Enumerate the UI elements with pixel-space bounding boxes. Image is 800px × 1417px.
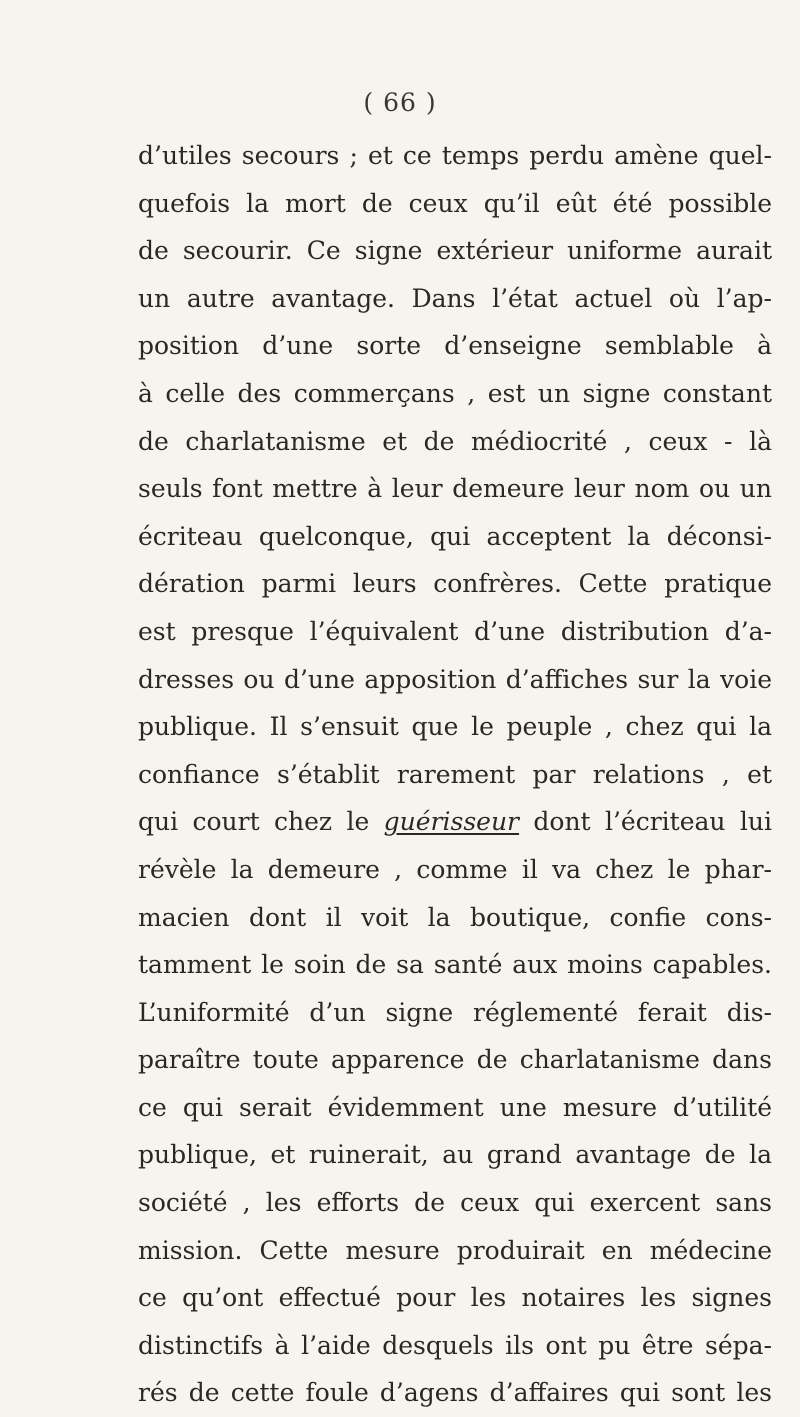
text-line-3: de secourir. Ce signe extérieur uniforme aurait bbox=[138, 236, 772, 266]
text-line-6: à celle des commerçans , est un signe constant bbox=[138, 378, 772, 408]
body-text bbox=[138, 132, 772, 1417]
text-line-9: écriteau quelconque, qui acceptent la déconsi- bbox=[138, 521, 772, 551]
text-line-11: est presque l’équivalent d’une distribution d’a- bbox=[138, 616, 772, 646]
text-line-20: paraître toute apparence de charlatanisme dans bbox=[138, 1045, 772, 1075]
text-line-13: publique. Il s’ensuit que le peuple , chez qui la bbox=[138, 712, 772, 742]
text-line-16: révèle la demeure , comme il va chez le phar- bbox=[138, 854, 772, 884]
text-line-14: confiance s’établit rarement par relations , et bbox=[138, 759, 772, 789]
text-line-12: dresses ou d’une apposition d’affiches sur la voie bbox=[138, 664, 772, 694]
text-line-8: seuls font mettre à leur demeure leur nom ou un bbox=[138, 474, 772, 504]
text-line-22: publique, et ruinerait, au grand avantage de la bbox=[138, 1140, 772, 1170]
text-line-17: macien dont il voit la boutique, confie cons- bbox=[138, 902, 772, 932]
text-line-24: mission. Cette mesure produirait en médecine bbox=[138, 1235, 772, 1265]
text-line-15-before: qui court chez le bbox=[138, 807, 384, 837]
italic-word-guerisseur: guérisseur bbox=[383, 807, 520, 837]
text-line-5: position d’une sorte d’enseigne semblable à bbox=[138, 331, 772, 361]
text-line-10: dération parmi leurs confrères. Cette pratique bbox=[138, 569, 772, 599]
text-line-26: distinctifs à l’aide desquels ils ont pu être sépa- bbox=[138, 1330, 772, 1360]
text-line-2: quefois la mort de ceux qu’il eût été possible bbox=[138, 188, 772, 218]
text-line-15 bbox=[138, 798, 772, 846]
text-line-19: L’uniformité d’un signe réglementé ferait dis- bbox=[138, 997, 772, 1027]
text-line-7: de charlatanisme et de médiocrité , ceux - là bbox=[138, 426, 772, 456]
text-line-27: rés de cette foule d’agens d’affaires qui sont les bbox=[138, 1378, 772, 1408]
text-line-21: ce qui serait évidemment une mesure d’utilité bbox=[138, 1092, 772, 1122]
text-line-18: tamment le soin de sa santé aux moins capables. bbox=[138, 950, 772, 980]
page-number: ( 66 ) bbox=[363, 88, 437, 117]
text-line-15-after: dont l’écriteau lui bbox=[519, 807, 772, 837]
text-line-25: ce qu’ont effectué pour les notaires les signes bbox=[138, 1283, 772, 1313]
text-line-23: société , les efforts de ceux qui exercent sans bbox=[138, 1188, 772, 1218]
text-line-4: un autre avantage. Dans l’état actuel où l’ap- bbox=[138, 283, 772, 313]
text-line-1: d’utiles secours ; et ce temps perdu amène quel- bbox=[138, 141, 772, 170]
